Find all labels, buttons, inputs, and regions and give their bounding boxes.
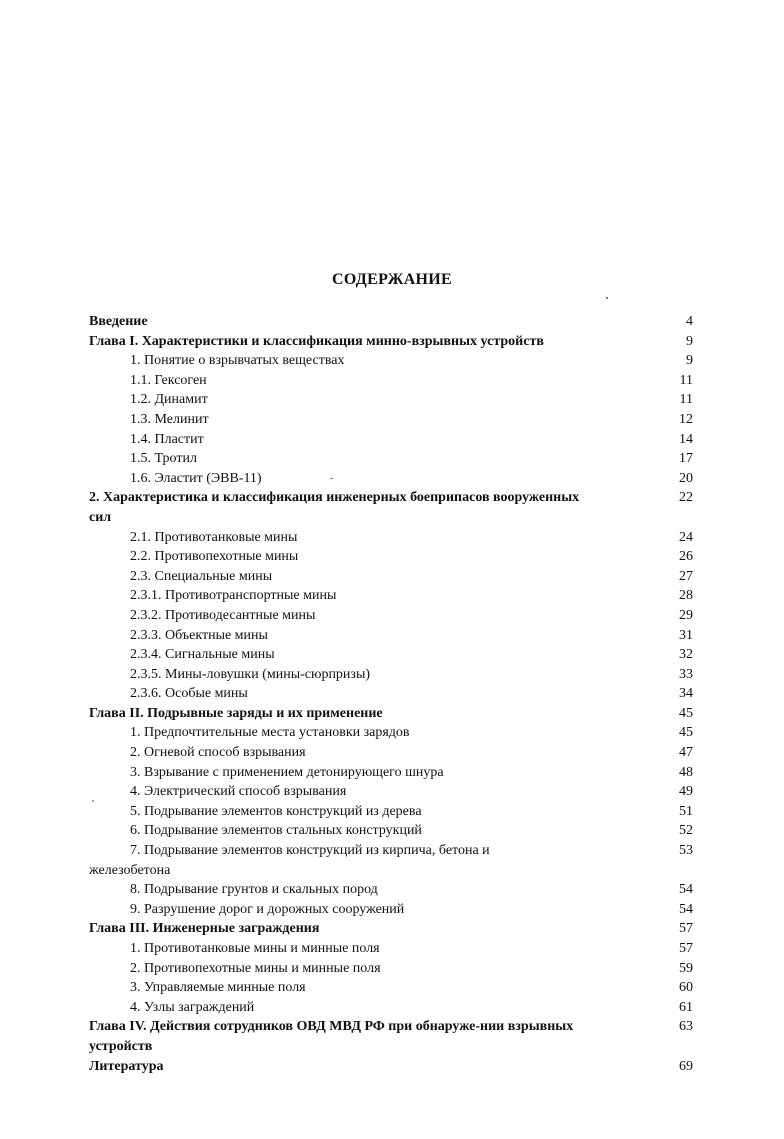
toc-entry [89, 488, 693, 527]
toc-page-number: 33 [679, 666, 693, 682]
toc-entry [89, 1017, 693, 1056]
toc-entry-title: 3. Взрывание с применением детонирующего шнура [130, 764, 444, 780]
toc-entry-title: Введение [89, 314, 148, 329]
toc-entry [89, 332, 693, 352]
toc-subentry [89, 743, 693, 763]
toc-page-number: 34 [679, 686, 693, 702]
toc-entry-title: Глава IV. Действия сотрудников ОВД МВД РФ при обнаруже-нии взрывных устройств [89, 1019, 574, 1054]
toc-entry-title: Литература [89, 1058, 164, 1074]
toc-subentry [89, 939, 693, 959]
toc-entry-title: 2.3.3. Объектные мины [130, 627, 268, 643]
toc-page-number: 11 [679, 392, 693, 408]
toc-entry-title: 2.3.2. Противодесантные мины [130, 607, 316, 623]
scan-speck [606, 297, 608, 299]
toc-subentry [89, 626, 693, 646]
toc-page-number: 61 [679, 999, 693, 1015]
toc-subentry [89, 645, 693, 665]
toc-entry-title-continuation: железобетона [89, 862, 171, 878]
toc-subentry [89, 723, 693, 743]
toc-page-number: 57 [679, 921, 693, 937]
toc-page-number: 51 [679, 803, 693, 819]
toc-entry-title: Глава I. Характеристики и классификация минно-взрывных устройств [89, 333, 544, 349]
toc-page-number: 29 [679, 607, 693, 623]
toc-page-number: 9 [686, 333, 693, 349]
toc-entry-title: 8. Подрывание грунтов и скальных пород [130, 882, 378, 898]
toc-subentry [89, 900, 693, 920]
toc-page-number: 69 [679, 1058, 693, 1074]
toc-page-number: 26 [679, 549, 693, 565]
toc-page-number: 31 [679, 627, 693, 643]
toc-subentry [89, 763, 693, 783]
toc-page-number: 28 [679, 588, 693, 604]
toc-page-number: 11 [679, 372, 693, 388]
toc-subentry [89, 665, 693, 685]
toc-page-number: 17 [679, 451, 693, 467]
toc-subentry [89, 586, 693, 606]
toc-page-number: 57 [679, 941, 693, 956]
toc-entry-title: 5. Подрывание элементов конструкций из дерева [130, 803, 422, 819]
toc-subentry [89, 684, 693, 704]
toc-page-number: 45 [679, 705, 693, 721]
toc-subentry [89, 469, 693, 489]
toc-subentry [89, 390, 693, 410]
toc-page-number: 45 [679, 725, 693, 741]
toc-subentry [89, 449, 693, 469]
toc-page-number: 32 [679, 647, 693, 663]
toc-subentry [89, 959, 693, 979]
toc-entry-title: 1. Понятие о взрывчатых веществах [130, 353, 345, 369]
toc-page-number: 52 [679, 823, 693, 839]
toc-page-number: 20 [679, 470, 693, 486]
toc-entry-title: 7. Подрывание элементов конструкций из кирпича, бетона и [130, 843, 490, 859]
toc-entry-title: 2.3.5. Мины-ловушки (мины-сюрпризы) [130, 666, 371, 682]
toc-entry-title: 1. Противотанковые мины и минные поля [130, 941, 380, 956]
toc-page-number: 4 [686, 314, 693, 329]
toc-page-number: 48 [679, 764, 693, 780]
toc-page-number: 14 [679, 431, 693, 447]
toc-subentry [89, 821, 693, 841]
toc-page-number: 59 [679, 960, 693, 976]
toc-subentry [89, 430, 693, 450]
toc-subentry [89, 351, 693, 371]
toc-subentry [89, 841, 693, 880]
toc-title: СОДЕРЖАНИЕ [331, 271, 453, 288]
toc-page-number: 63 [679, 1019, 693, 1035]
toc-page-number: 60 [679, 980, 693, 996]
toc-entry-title: 9. Разрушение дорог и дорожных сооружений [130, 901, 405, 917]
toc-entry-title: 2.3.6. Особые мины [130, 686, 248, 702]
toc-page-number: 22 [679, 490, 693, 506]
toc-entry-title: 1.2. Динамит [130, 392, 208, 408]
toc-page-number: 9 [686, 353, 693, 369]
toc-entry-title: 6. Подрывание элементов стальных конструкций [130, 823, 422, 839]
toc-entry-title: 2. Огневой способ взрывания [130, 745, 306, 761]
toc-subentry [89, 998, 693, 1018]
toc-entry-title: 2.2. Противопехотные мины [130, 549, 299, 565]
toc-entry-title: Глава III. Инженерные заграждения [89, 921, 320, 937]
toc-entry-title: 4. Электрический способ взрывания [130, 784, 347, 800]
toc-page-number: 49 [679, 784, 693, 800]
table-of-contents [89, 312, 693, 1076]
toc-page-number: 53 [679, 843, 693, 859]
toc-entry-title: 1.3. Мелинит [130, 411, 209, 427]
toc-entry-title: 2.3.4. Сигнальные мины [130, 647, 275, 663]
toc-entry [89, 919, 693, 939]
toc-subentry [89, 978, 693, 998]
toc-entry-title: 1.4. Пластит [130, 431, 204, 447]
toc-entry-title: 1.5. Тротил [130, 451, 197, 467]
toc-entry-title: 1.6. Эластит (ЭВВ-11) [130, 470, 262, 486]
toc-entry-title: Глава II. Подрывные заряды и их применение [89, 705, 383, 721]
toc-entry-title: 2.1. Противотанковые мины [130, 529, 298, 545]
toc-entry-title: 2. Характеристика и классификация инженерных боеприпасов вооруженных сил [89, 490, 580, 525]
toc-page-number: 12 [679, 411, 693, 427]
toc-entry-title: 4. Узлы заграждений [130, 999, 255, 1015]
toc-entry [89, 704, 693, 724]
toc-entry-title: 1.1. Гексоген [130, 372, 207, 388]
toc-subentry [89, 802, 693, 822]
toc-entry-title: 2.3. Специальные мины [130, 568, 273, 584]
toc-subentry [89, 410, 693, 430]
toc-subentry [89, 528, 693, 548]
toc-entry-title: 2. Противопехотные мины и минные поля [130, 960, 381, 976]
toc-entry-title: 3. Управляемые минные поля [130, 980, 306, 996]
toc-page-number: 54 [679, 901, 693, 917]
toc-entry [89, 312, 693, 332]
toc-page-number: 27 [679, 568, 693, 584]
toc-page-number: 47 [679, 745, 693, 761]
toc-entry-title: 2.3.1. Противотранспортные мины [130, 588, 337, 604]
toc-page-number: 54 [679, 882, 693, 898]
toc-entry [89, 1057, 693, 1077]
toc-subentry [89, 567, 693, 587]
toc-subentry [89, 371, 693, 391]
toc-entry-title: 1. Предпочтительные места установки зарядов [130, 725, 410, 741]
toc-subentry [89, 606, 693, 626]
toc-page-number: 24 [679, 529, 693, 545]
toc-subentry [89, 547, 693, 567]
toc-subentry [89, 782, 693, 802]
toc-subentry [89, 880, 693, 900]
